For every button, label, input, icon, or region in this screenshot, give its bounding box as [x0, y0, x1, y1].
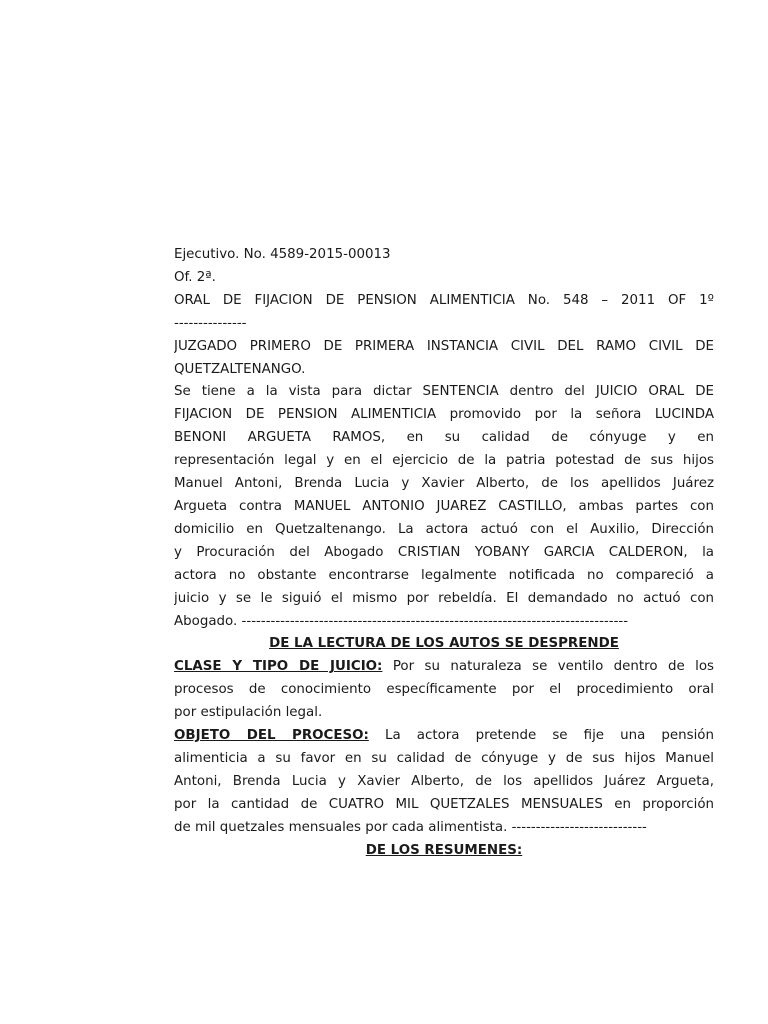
paragraph-line: juicio y se le siguió el mismo por rebeldía. El demandado no actuó con [174, 590, 714, 606]
paragraph-line-last: de mil quetzales mensuales por cada alimentista. ---------------------------- [174, 819, 647, 835]
case-number: Ejecutivo. No. 4589-2015-00013 [174, 247, 391, 262]
paragraph-line: domicilio en Quetzaltenango. La actora actuó con el Auxilio, Dirección [174, 521, 714, 537]
paragraph-line: BENONI ARGUETA RAMOS, en su calidad de cónyuge y en [174, 430, 714, 446]
objeto-paragraph [174, 725, 714, 840]
paragraph-line: representación legal y en el ejercicio de la patria potestad de sus hijos [174, 453, 714, 469]
section-heading-resumenes: DE LOS RESUMENES: [365, 842, 523, 858]
paragraph-line: procesos de conocimiento específicamente por el procedimiento oral [174, 682, 714, 698]
dash-separator: --------------- [174, 315, 247, 331]
case-title: ORAL DE FIJACION DE PENSION ALIMENTICIA No. 548 – 2011 OF 1º [174, 292, 714, 308]
document-body [174, 244, 714, 862]
paragraph-line: por la cantidad de CUATRO MIL QUETZALES MENSUALES en proporción [174, 796, 714, 812]
clase-paragraph [174, 656, 714, 725]
paragraph-line: actora no obstante encontrarse legalmente notificada no compareció a [174, 567, 714, 583]
paragraph-line: y Procuración del Abogado CRISTIAN YOBANY GARCIA CALDERON, la [174, 544, 714, 560]
court-name-line-2: QUETZALTENANGO. [174, 361, 306, 377]
paragraph-line: Manuel Antoni, Brenda Lucia y Xavier Alberto, de los apellidos Juárez [174, 476, 714, 492]
paragraph-line: alimenticia a su favor en su calidad de cónyuge y de sus hijos Manuel [174, 750, 714, 766]
clase-text: Por su naturaleza se ventilo dentro de los [382, 659, 714, 675]
paragraph-line: Se tiene a la vista para dictar SENTENCIA dentro del JUICIO ORAL DE [174, 384, 714, 400]
paragraph-line [174, 656, 714, 679]
objeto-text: La actora pretende se fije una pensión [368, 728, 714, 744]
paragraph-line-last: Abogado. -------------------------------------------------------------------------------- [174, 613, 629, 629]
paragraph-line [174, 725, 714, 748]
paragraph-line-last: por estipulación legal. [174, 705, 323, 721]
paragraph-line: FIJACION DE PENSION ALIMENTICIA promovido por la señora LUCINDA [174, 407, 714, 423]
court-name-line-1: JUZGADO PRIMERO DE PRIMERA INSTANCIA CIVIL DEL RAMO CIVIL DE [174, 338, 714, 354]
office-number: Of. 2ª. [174, 269, 216, 285]
section-heading-autos: DE LA LECTURA DE LOS AUTOS SE DESPRENDE [269, 636, 619, 652]
paragraph-line: Argueta contra MANUEL ANTONIO JUAREZ CASTILLO, ambas partes con [174, 498, 714, 514]
objeto-label: OBJETO DEL PROCESO: [174, 728, 369, 744]
clase-label: CLASE Y TIPO DE JUICIO: [174, 659, 383, 675]
paragraph-line: Antoni, Brenda Lucia y Xavier Alberto, de los apellidos Juárez Argueta, [174, 773, 714, 789]
body-paragraph [174, 381, 714, 633]
